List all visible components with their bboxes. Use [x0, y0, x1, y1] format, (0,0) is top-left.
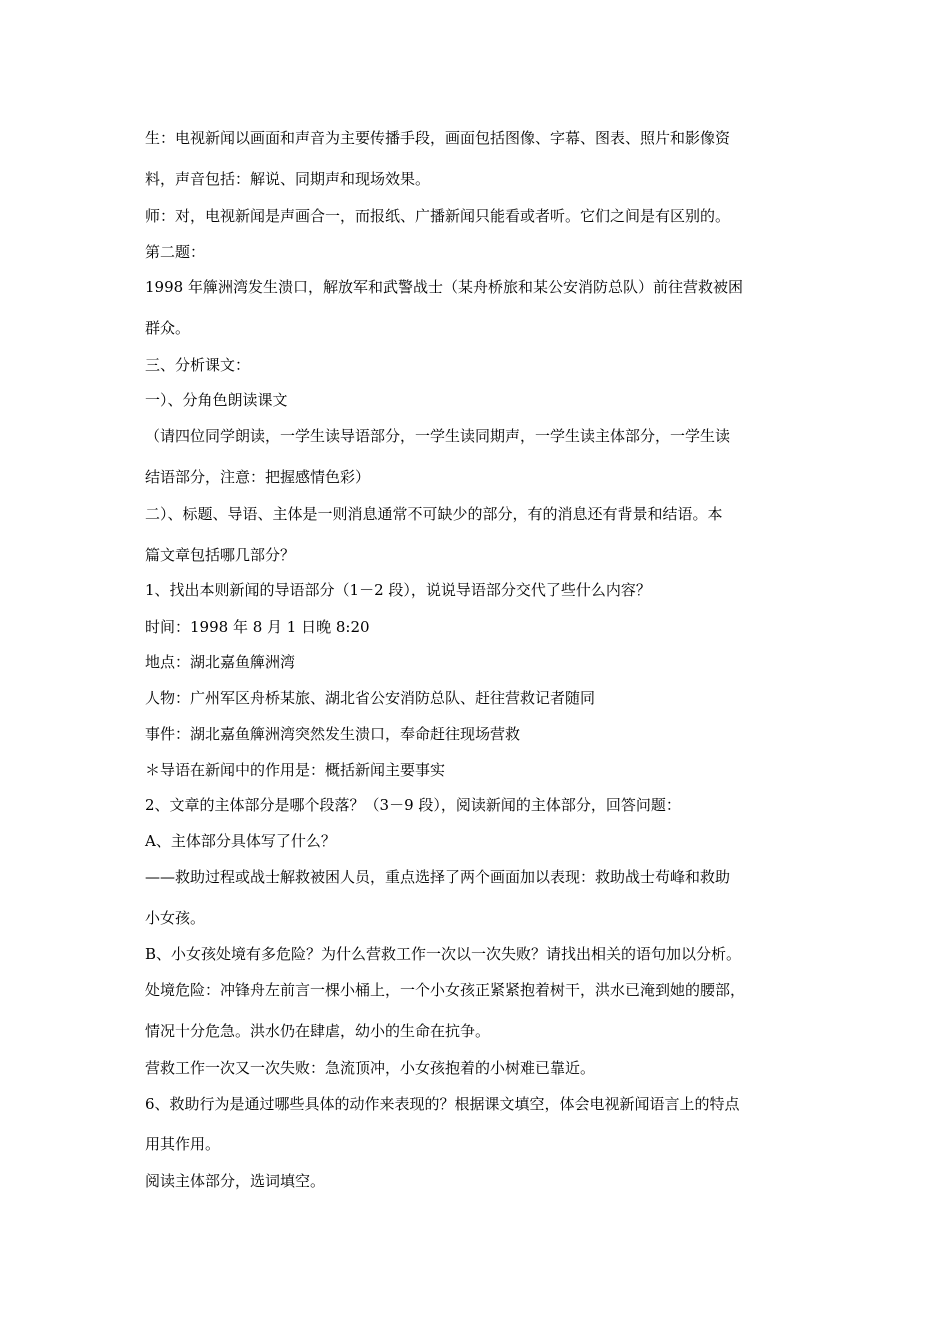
- text-line: 师：对，电视新闻是声画合一，而报纸、广播新闻只能看或者听。它们之间是有区别的。: [145, 207, 731, 225]
- text-line: 料，声音包括：解说、同期声和现场效果。: [145, 170, 431, 188]
- text-line: 篇文章包括哪几部分？: [145, 546, 296, 564]
- text-line: 阅读主体部分，选词填空。: [145, 1172, 326, 1190]
- question-line: 6、救助行为是通过哪些具体的动作来表现的？根据课文填空，体会电视新闻语言上的特点: [145, 1095, 740, 1113]
- text-line: 处境危险：冲锋舟左前言一棵小桶上，一个小女孩正紧紧抱着树干，洪水已淹到她的腰部，: [145, 981, 746, 999]
- text-line: 用其作用。: [145, 1135, 221, 1153]
- text-line: 结语部分，注意：把握感情色彩）: [145, 468, 371, 486]
- text-line: 事件：湖北嘉鱼簰洲湾突然发生溃口，奉命赶往现场营救: [145, 725, 521, 743]
- text-line: ——救助过程或战士解救被困人员，重点选择了两个画面加以表现：救助战士苟峰和救助: [145, 868, 731, 886]
- text-line: 第二题：: [145, 243, 206, 261]
- text-line: 营救工作一次又一次失败：急流顶冲，小女孩抱着的小树难已靠近。: [145, 1059, 596, 1077]
- question-line: A、主体部分具体写了什么？: [145, 832, 336, 850]
- text-line: 人物：广州军区舟桥某旅、湖北省公安消防总队、赶往营救记者随同: [145, 689, 596, 707]
- question-line: 2、文章的主体部分是哪个段落？（3－9 段），阅读新闻的主体部分，回答问题：: [145, 796, 681, 814]
- text-line: 生：电视新闻以画面和声音为主要传播手段，画面包括图像、字幕、图表、照片和影像资: [145, 129, 731, 147]
- text-line: 时间：1998 年 8 月 1 日晚 8:20: [145, 618, 370, 636]
- text-line: 情况十分危急。洪水仍在肆虐，幼小的生命在抗争。: [145, 1022, 491, 1040]
- text-line: ＊导语在新闻中的作用是：概括新闻主要事实: [145, 761, 446, 779]
- subsection-heading: 一）、分角色朗读课文: [145, 391, 288, 409]
- text-line: 1998 年簰洲湾发生溃口，解放军和武警战士（某舟桥旅和某公安消防总队）前往营救被困: [145, 278, 743, 296]
- text-line: 群众。: [145, 319, 191, 337]
- question-line: 1、找出本则新闻的导语部分（1－2 段），说说导语部分交代了些什么内容？: [145, 581, 651, 599]
- subsection-heading: 二）、标题、导语、主体是一则消息通常不可缺少的部分，有的消息还有背景和结语。本: [145, 505, 723, 523]
- text-line: （请四位同学朗读，一学生读导语部分，一学生读同期声，一学生读主体部分，一学生读: [145, 427, 731, 445]
- section-heading: 三、分析课文：: [145, 356, 251, 374]
- text-line: 小女孩。: [145, 909, 206, 927]
- question-line: B、小女孩处境有多危险？为什么营救工作一次以一次失败？请找出相关的语句加以分析。: [145, 945, 742, 963]
- text-line: 地点：湖北嘉鱼簰洲湾: [145, 653, 296, 671]
